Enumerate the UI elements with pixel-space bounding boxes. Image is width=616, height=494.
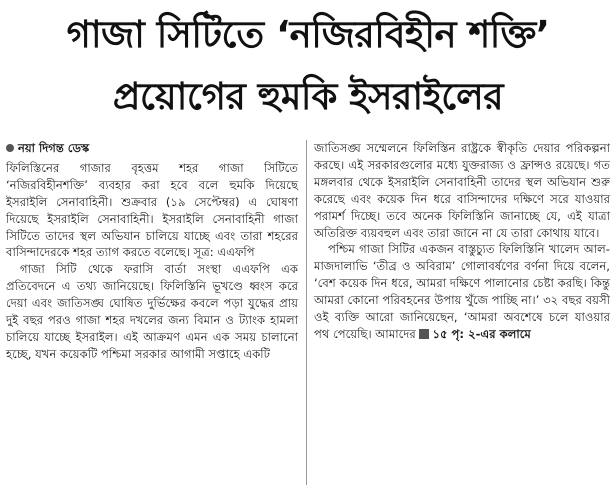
article-paragraph: গাজা সিটি থেকে ফরাসি বার্তা সংস্থা এএফপি এক প্রতিবেদনে এ তথ্য জানিয়েছে। ফিলিস্তিনি ভূখণ্ডে ধ্বংস করে দেয়া এবং জাতিসঙ্ঘ ঘোষিত দুর্ভিক্ষের কবলে পড়া যুদ্ধের প্রায় দুই বছর পরও গাজা শহর দখলের জন্য বিমান ও ট্যাংক হামলা চালিয়ে যাচ্ছে ইসরাইল। এই আক্রমণ এমন এক সময় চালানো হচ্ছে, যখন কয়েকটি পশ্চিমা সরকার আগামী সপ্তাহে একটি — [6, 262, 298, 361]
article-paragraph: ফিলিস্তিনের গাজার বৃহত্তম শহর গাজা সিটিতে ‘নজিরবিহীনশক্তি’ ব্যবহার করা হবে বলে হুমকি দিয়েছে ইসরাইলি সেনাবাহিনী। শুক্রবার (১৯ সেপ্টেম্বর) এ ঘোষণা দিয়েছে ইসরাইলি সেনাবাহিনী। ইসরাইলি সেনাবাহিনী গাজা সিটিতে তাদের স্থল অভিযান চালিয়ে যাচ্ছে এবং তারা শহরের বাসিন্দাদেরকে শহর ত্যাগ করতে বলেছে। সূত্র: এএফপি — [6, 160, 298, 260]
article-left-column — [6, 140, 298, 363]
square-bullet-icon — [419, 329, 429, 339]
column-divider — [306, 140, 307, 485]
bullet-icon — [6, 144, 14, 152]
headline-line-1: গাজা সিটিতে ‘নজিরবিহীন শক্তি’ — [66, 13, 550, 56]
article-paragraph: জাতিসঙ্ঘ সম্মেলনে ফিলিস্তিন রাষ্ট্রকে স্বীকৃতি দেয়ার পরিকল্পনা করছে। এই সরকারগুলোর মধ্যে যুক্তরাজ্য ও ফ্রান্সও রয়েছে। গত মঙ্গলবার থেকে ইসরাইলি সেনাবাহিনী তাদের স্থল অভিযান শুরু করেছে এবং কয়েক দিন ধরে বাসিন্দাদের দক্ষিণে সরে যাওয়ার পরামর্শ দিচ্ছে। তবে অনেক ফিলিস্তিনি জানাচ্ছে যে, এই যাত্রা অতিরিক্ত ব্যয়বহুল এবং তারা জানে না যে তারা কোথায় যাবে। — [314, 141, 610, 240]
byline-text: নয়া দিগন্ত ডেস্ক — [18, 141, 90, 155]
article-paragraph-text: পশ্চিম গাজা সিটির একজন বাস্তুচ্যুত ফিলিস্তিনি খালেদ আল-মাজদালাভি ‘তীব্র ও অবিরাম’ গোলাবর্ষণের বর্ণনা দিয়ে বলেন, ‘বেশ কয়েক দিন ধরে, আমরা দক্ষিণে পালানোর চেষ্টা করছি। কিন্তু আমরা কোনো পরিবহনের উপায় খুঁজে পাচ্ছি না।’ ৩২ বছর বয়সী ওই ব্যক্তি আরো জানিয়েছেন, ‘আমরা অবশেষে চলে যাওয়ার পথ পেয়েছি। আমাদের — [314, 242, 610, 341]
continuation-text: ১৫ পৃ: ২-এর কলামে — [432, 326, 531, 341]
headline-line-2: প্রয়োগের হুমকি ইসরাইলের — [112, 75, 504, 118]
continuation-note — [419, 327, 530, 341]
article-paragraph — [314, 241, 610, 342]
article-right-column — [314, 140, 610, 343]
byline — [6, 140, 298, 157]
